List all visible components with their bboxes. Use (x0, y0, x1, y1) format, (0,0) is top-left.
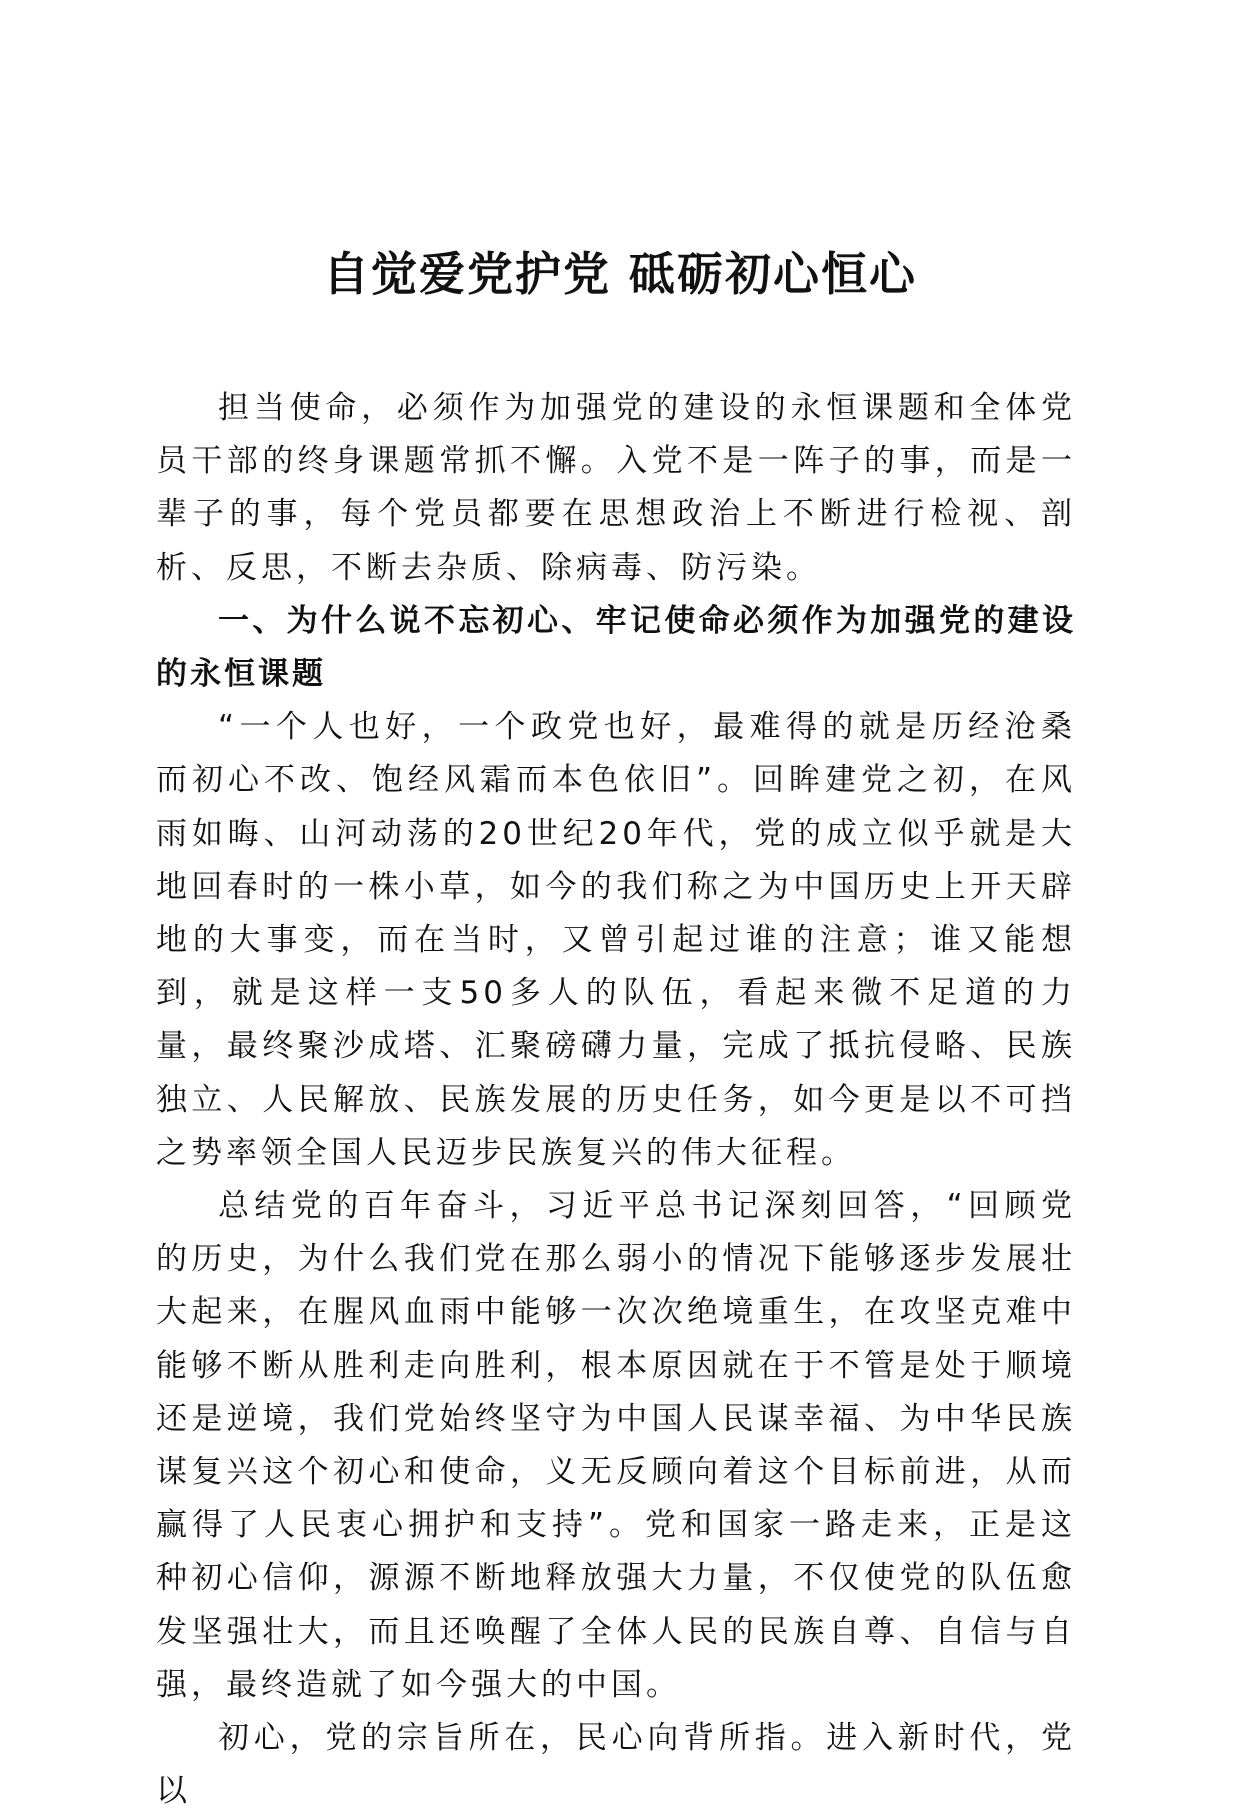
paragraph: “一个人也好，一个政党也好，最难得的就是历经沧桑而初心不改、饱经风霜而本色依旧”。回眸建党之初，在风雨如晦、山河动荡的20世纪20年代，党的成立似乎就是大地回春时的一株小草，如今的我们称之为中国历史上开天辟地的大事变，而在当时，又曾引起过谁的注意；谁又能想到，就是这样一支50多人的队伍，看起来微不足道的力量，最终聚沙成塔、汇聚磅礴力量，完成了抵抗侵略、民族独立、人民解放、民族发展的历史任务，如今更是以不可挡之势率领全国人民迈步民族复兴的伟大征程。 (156, 709, 1076, 1171)
paragraph: 初心，党的宗旨所在，民心向背所指。进入新时代，党以 (156, 1720, 1076, 1810)
paragraph-intro: 担当使命，必须作为加强党的建设的永恒课题和全体党员干部的终身课题常抓不懈。入党不是一阵子的事，而是一辈子的事，每个党员都要在思想政治上不断进行检视、剖析、反思，不断去杂质、除病毒、防污染。 (156, 390, 1076, 586)
section-heading-1: 一、为什么说不忘初心、牢记使命必须作为加强党的建设的永恒课题 (156, 602, 1076, 693)
document-title: 自觉爱党护党 砥砺初心恒心 (322, 247, 917, 301)
paragraph: 总结党的百年奋斗，习近平总书记深刻回答，“回顾党的历史，为什么我们党在那么弱小的情况下能够逐步发展壮大起来，在腥风血雨中能够一次次绝境重生，在攻坚克难中能够不断从胜利走向胜利，根本原因就在于不管是处于顺境还是逆境，我们党始终坚守为中国人民谋幸福、为中华民族谋复兴这个初心和使命，义无反顾向着这个目标前进，从而赢得了人民衷心拥护和支持”。党和国家一路走来，正是这种初心信仰，源源不断地释放强大力量，不仅使党的队伍愈发坚强壮大，而且还唤醒了全体人民的民族自尊、自信与自强，最终造就了如今强大的中国。 (156, 1188, 1076, 1703)
document-body (156, 382, 1076, 1818)
